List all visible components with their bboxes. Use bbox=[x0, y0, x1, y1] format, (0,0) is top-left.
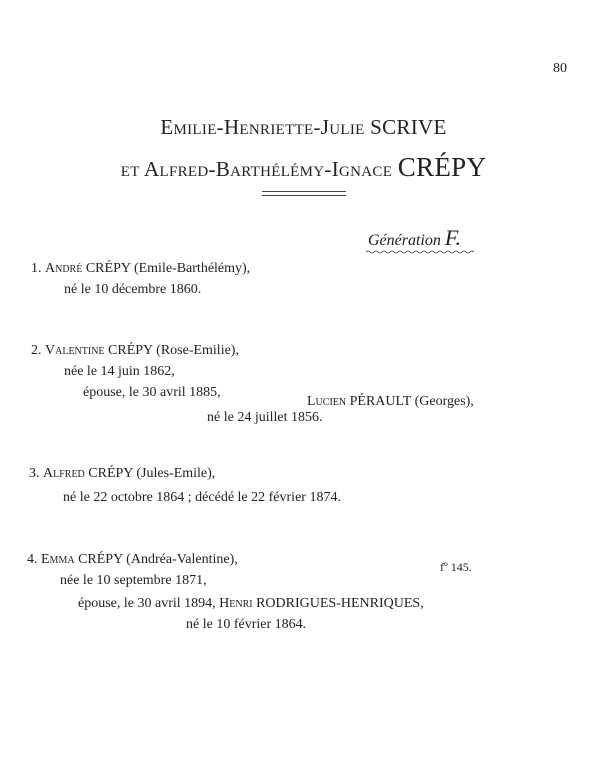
entry-4-spouse-birth: né le 10 février 1864. bbox=[186, 617, 307, 632]
entry-2-spouse-birth: né le 24 juillet 1856. bbox=[207, 410, 323, 425]
entry-number: 3. bbox=[29, 466, 40, 481]
spouse-surname: RODRIGUES-HENRIQUES, bbox=[256, 596, 424, 611]
generation-label: Génération bbox=[368, 232, 441, 249]
entry-given-name: Emma bbox=[41, 552, 75, 567]
entry-4-header bbox=[27, 552, 238, 568]
entry-2-header bbox=[31, 343, 239, 359]
entry-marriage: épouse, le 30 avril 1894, bbox=[78, 596, 216, 611]
page-title-line-1: Emilie-Henriette-Julie SCRIVE bbox=[160, 115, 447, 139]
entry-surname: CRÉPY bbox=[108, 343, 153, 358]
entry-names: (Jules-Emile), bbox=[136, 466, 216, 481]
generation-heading bbox=[368, 225, 461, 251]
entry-1-header bbox=[31, 261, 250, 277]
entry-number: 2. bbox=[31, 343, 42, 358]
page-title-line-2 bbox=[0, 152, 607, 183]
entry-2-birth: née le 14 juin 1862, bbox=[64, 364, 175, 379]
entry-number: 1. bbox=[31, 261, 42, 276]
title-line-2-surname: CRÉPY bbox=[397, 152, 487, 182]
entry-4-marriage-and-spouse bbox=[78, 596, 424, 612]
entry-3-birth: né le 22 octobre 1864 ; décédé le 22 février 1874. bbox=[63, 490, 341, 505]
title-double-rule-top bbox=[262, 191, 346, 192]
entry-2-marriage: épouse, le 30 avril 1885, bbox=[83, 385, 221, 400]
entry-1-birth: né le 10 décembre 1860. bbox=[64, 282, 202, 297]
entry-4-folio-reference: fº 145. bbox=[440, 560, 472, 574]
spouse-surname: PÉRAULT bbox=[349, 394, 412, 409]
entry-given-name: André bbox=[45, 261, 83, 276]
entry-surname: CRÉPY bbox=[88, 466, 133, 481]
page-number: 80 bbox=[553, 61, 567, 76]
spouse-names: (Georges), bbox=[414, 394, 474, 409]
entry-given-name: Alfred bbox=[43, 466, 85, 481]
generation-letter: F. bbox=[444, 225, 461, 250]
generation-wavy-underline bbox=[366, 250, 476, 254]
entry-surname: CRÉPY bbox=[78, 552, 123, 567]
entry-2-spouse bbox=[307, 394, 474, 410]
title-line-2-prefix: et Alfred-Barthélémy-Ignace bbox=[120, 157, 393, 181]
entry-names: (Andréa-Valentine), bbox=[126, 552, 238, 567]
entry-4-birth: née le 10 septembre 1871, bbox=[60, 573, 207, 588]
entry-3-header bbox=[29, 466, 215, 482]
entry-number: 4. bbox=[27, 552, 38, 567]
entry-given-name: Valentine bbox=[45, 343, 105, 358]
entry-names: (Emile-Barthélémy), bbox=[133, 261, 251, 276]
entry-names: (Rose-Emilie), bbox=[156, 343, 239, 358]
title-double-rule-bottom bbox=[262, 195, 346, 196]
spouse-given-name: Henri bbox=[219, 596, 253, 611]
spouse-given-name: Lucien bbox=[307, 394, 347, 409]
entry-surname: CRÉPY bbox=[85, 261, 131, 276]
